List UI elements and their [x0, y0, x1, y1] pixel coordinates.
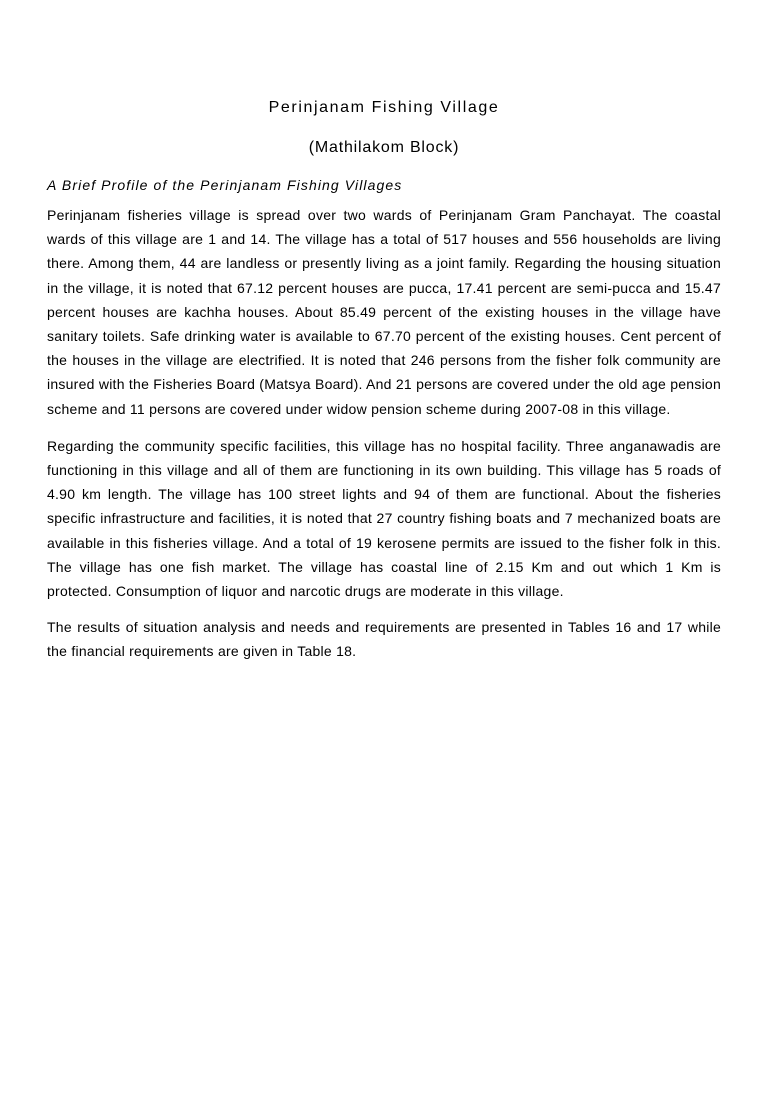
paragraph-housing-profile: Perinjanam fisheries village is spread over two wards of Perinjanam Gram Panchayat. The coastal wards of this village are 1 and 14. The village has a total of 517 houses and 556 households are living there. Among them, 44 are landless or presently living as a joint family. Regarding the housing situation in the village, it is noted that 67.12 percent houses are pucca, 17.41 percent are semi-pucca and 15.47 percent houses are kachha houses. About 85.49 percent of the existing houses in the village have sanitary toilets. Safe drinking water is available to 67.70 percent of the existing houses. Cent percent of the houses in the village are electrified. It is noted that 246 persons from the fisher folk community are insured with the Fisheries Board (Matsya Board). And 21 persons are covered under the old age pension scheme and 11 persons are covered under widow pension scheme during 2007-08 in this village. — [47, 207, 721, 417]
paragraph-results-summary: The results of situation analysis and needs and requirements are presented in Tables 16 and 17 while the financial requirements are given in Table 18. — [47, 619, 721, 660]
paragraph-community-facilities: Regarding the community specific facilities, this village has no hospital facility. Three anganawadis are functioning in this village and all of them are functioning in its own building. This village has 5 roads of 4.90 km length. The village has 100 street lights and 94 of them are functional. About the fisheries specific infrastructure and facilities, it is noted that 27 country fishing boats and 7 mechanized boats are available in this fisheries village. And a total of 19 kerosene permits are issued to the fisher folk in this. The village has one fish market. The village has coastal line of 2.15 Km and out which 1 Km is protected. Consumption of liquor and narcotic drugs are moderate in this village. — [47, 437, 721, 600]
document-subtitle: (Mathilakom Block) — [308, 139, 460, 156]
document-page — [0, 96, 768, 1120]
document-title: Perinjanam Fishing Village — [268, 99, 500, 116]
section-heading: A Brief Profile of the Perinjanam Fishing Villages — [47, 177, 403, 193]
